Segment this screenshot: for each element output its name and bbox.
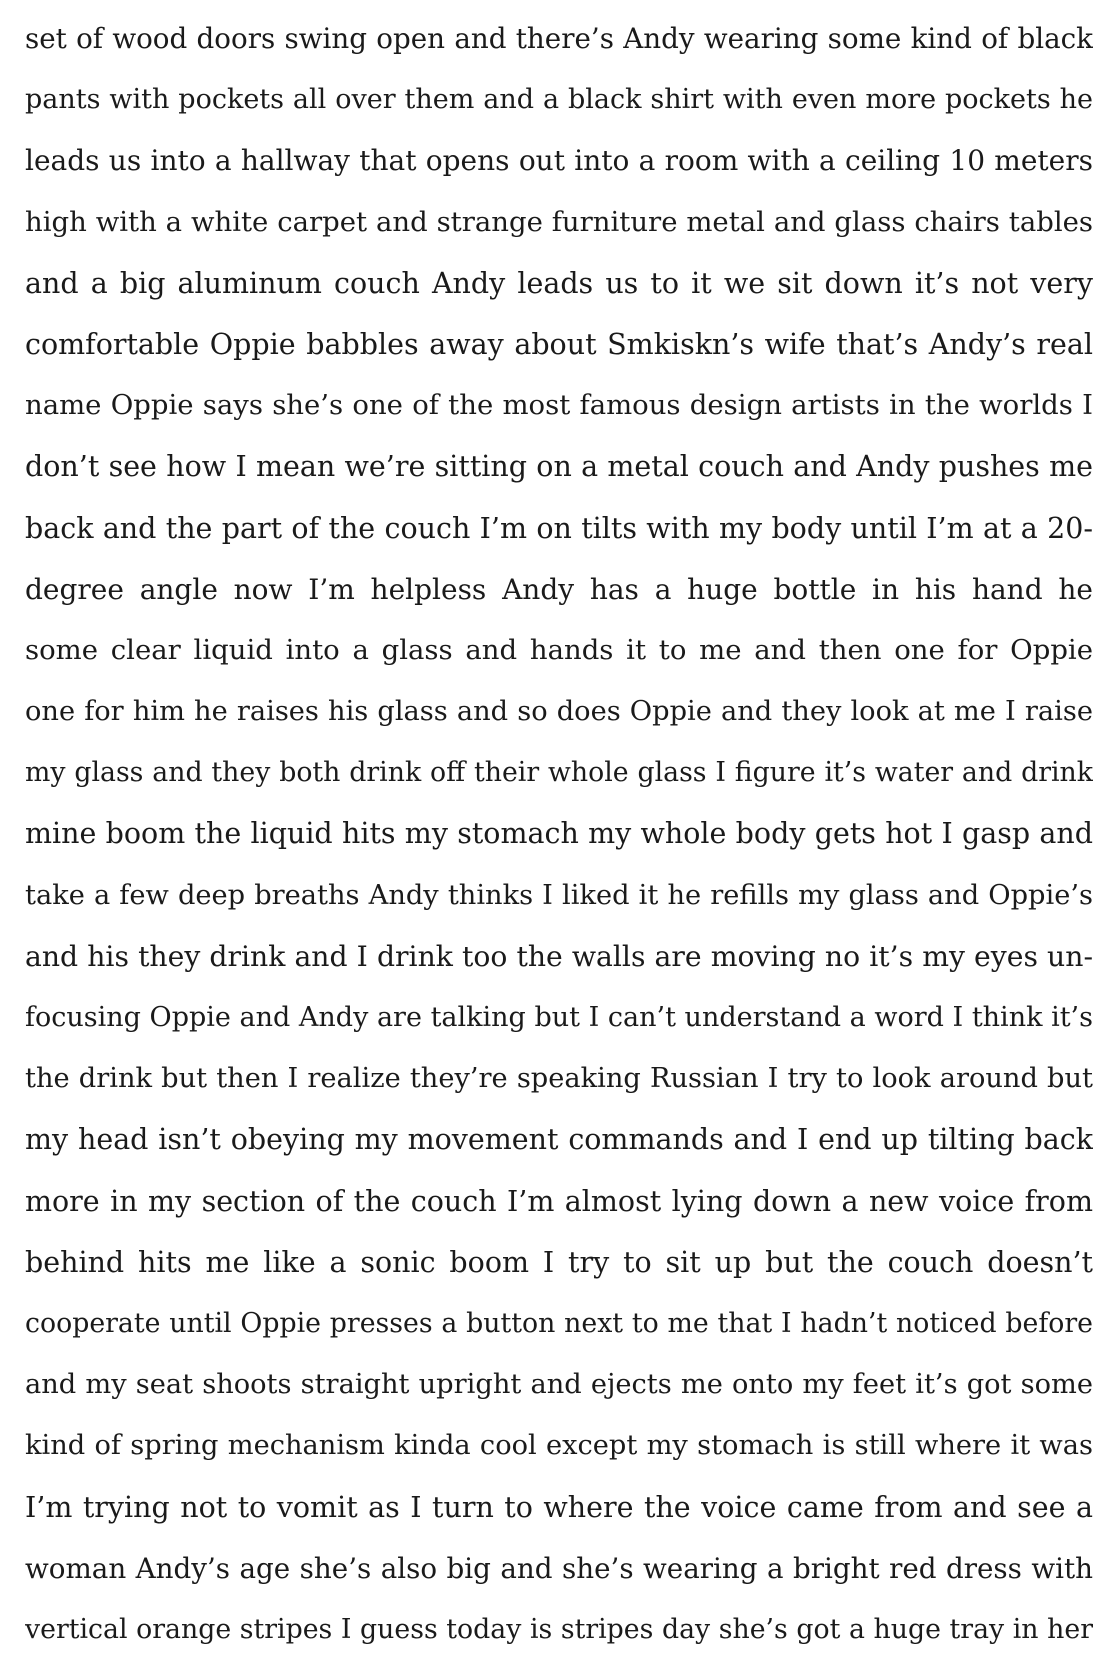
text-line: some clear liquid into a glass and hands it to me and then one for Oppie [25, 633, 1093, 666]
text-line: back and the part of the couch I’m on tilts with my body until I’m at a 20- [25, 511, 1093, 545]
text-line: and my seat shoots straight upright and ejects me onto my feet it’s got some [25, 1369, 1093, 1401]
text-line: take a few deep breaths Andy thinks I liked it he refills my glass and Oppie’s [25, 879, 1093, 911]
text-line: high with a white carpet and strange furniture metal and glass chairs tables [25, 205, 1093, 238]
text-line: woman Andy’s age she’s also big and she’s wearing a bright red dress with [25, 1551, 1093, 1585]
text-line: and his they drink and I drink too the walls are moving no it’s my eyes un- [25, 939, 1093, 973]
text-line: my head isn’t obeying my movement commands and I end up tilting back [25, 1123, 1093, 1157]
text-line: more in my section of the couch I’m almost lying down a new voice from [25, 1184, 1093, 1218]
body-text [25, 8, 1093, 1660]
text-line: the drink but then I realize they’re speaking Russian I try to look around but [25, 1063, 1093, 1095]
text-line: kind of spring mechanism kinda cool except my stomach is still where it was [25, 1430, 1093, 1462]
text-line: I’m trying not to vomit as I turn to where the voice came from and see a [25, 1490, 1093, 1524]
text-line: name Oppie says she’s one of the most famous design artists in the worlds I [25, 389, 1093, 422]
text-line: comfortable Oppie babbles away about Smkiskn’s wife that’s Andy’s real [25, 327, 1093, 361]
text-line: set of wood doors swing open and there’s Andy wearing some kind of black [25, 22, 1093, 55]
text-line: don’t see how I mean we’re sitting on a metal couch and Andy pushes me [25, 450, 1093, 484]
text-line: vertical orange stripes I guess today is stripes day she’s got a huge tray in her [25, 1613, 1093, 1645]
text-line: behind hits me like a sonic boom I try to sit up but the couch doesn’t [25, 1245, 1093, 1279]
text-line: leads us into a hallway that opens out into a room with a ceiling 10 meters [25, 144, 1093, 178]
text-line: one for him he raises his glass and so does Oppie and they look at me I raise [25, 696, 1093, 728]
text-line: and a big aluminum couch Andy leads us to it we sit down it’s not very [25, 266, 1093, 300]
text-line: mine boom the liquid hits my stomach my whole body gets hot I gasp and [25, 817, 1093, 851]
text-line: cooperate until Oppie presses a button next to me that I hadn’t noticed before [25, 1307, 1093, 1339]
text-line: focusing Oppie and Andy are talking but I can’t understand a word I think it’s [25, 1002, 1093, 1033]
text-line: my glass and they both drink off their whole glass I figure it’s water and drink [25, 757, 1093, 789]
text-line: degree angle now I’m helpless Andy has a huge bottle in his hand he [25, 572, 1093, 606]
text-line: pants with pockets all over them and a black shirt with even more pockets he [25, 84, 1093, 116]
